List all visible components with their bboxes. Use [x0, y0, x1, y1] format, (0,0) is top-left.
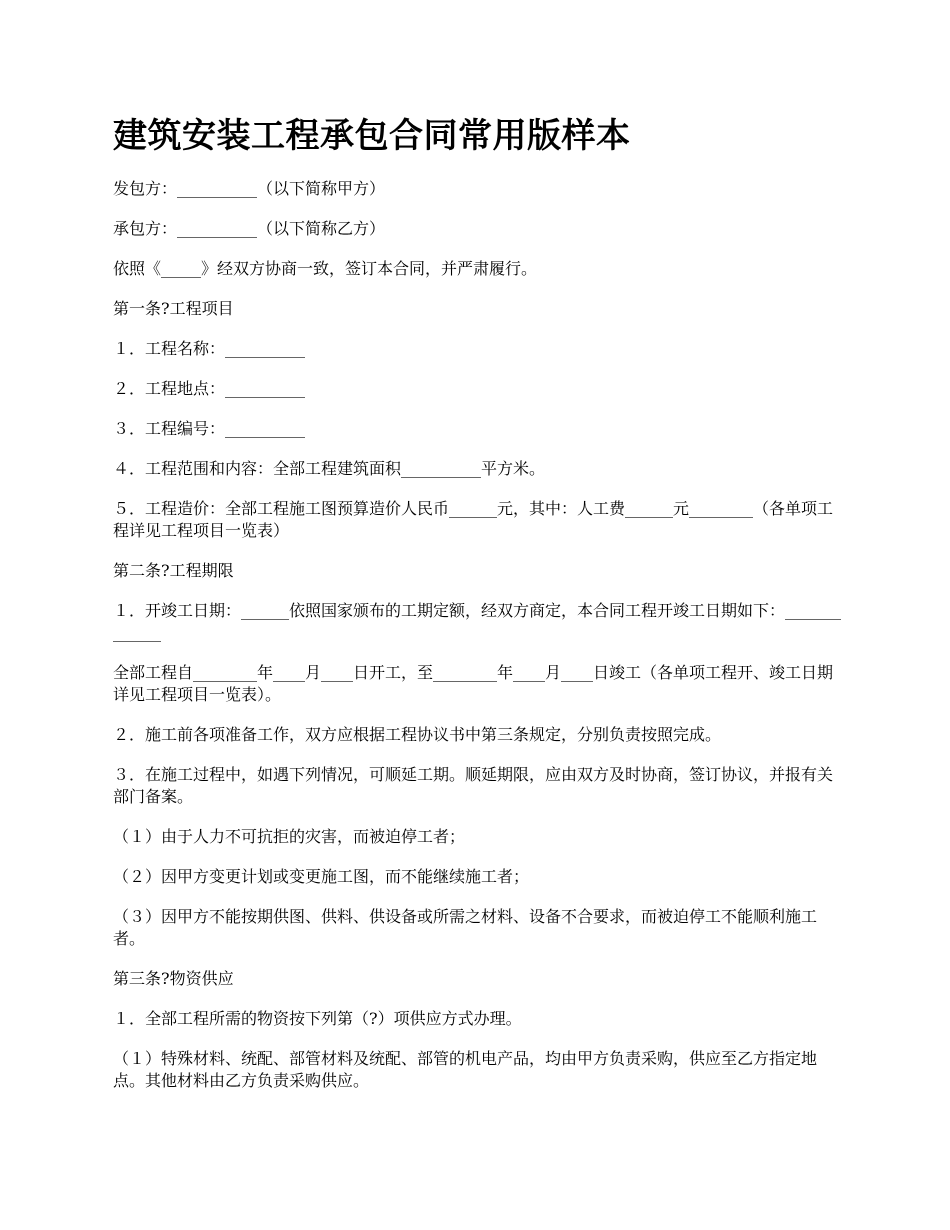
paragraph-extension: ３．在施工过程中，如遇下列情况，可顺延工期。顺延期限，应由双方及时协商，签订协议，并报有关部门备案。	[113, 765, 834, 806]
list-item-plan-change: （２）因甲方变更计划或变更施工图，而不能继续施工者；	[113, 867, 530, 886]
paragraph-project-number: ３．工程编号：__________	[113, 419, 306, 438]
paragraph-party-b: 承包方：__________（以下简称乙方）	[113, 219, 386, 238]
paragraph-project-name: １．工程名称：__________	[113, 339, 306, 358]
paragraph-material-supply: １．全部工程所需的物资按下列第（?）项供应方式办理。	[113, 1009, 522, 1028]
paragraph-project-scope: ４．工程范围和内容：全部工程建筑面积__________平方米。	[113, 459, 546, 478]
section-heading-1: 第一条?工程项目	[113, 299, 234, 318]
section-heading-2: 第二条?工程期限	[113, 561, 234, 580]
list-item-force-majeure: （１）由于人力不可抗拒的灾害，而被迫停工者；	[113, 827, 466, 846]
list-item-special-materials: （１）特殊材料、统配、部管材料及统配、部管的机电产品，均由甲方负责采购，供应至乙方指定地点。其他材料由乙方负责采购供应。	[113, 1049, 818, 1090]
paragraph-start-end-date: １．开竣工日期：______依照国家颁布的工期定额，经双方商定，本合同工程开竣工日期如下：_____________	[113, 601, 842, 642]
document-title: 建筑安装工程承包合同常用版样本	[113, 116, 631, 156]
paragraph-project-location: ２．工程地点：__________	[113, 379, 306, 398]
section-heading-3: 第三条?物资供应	[113, 969, 234, 988]
paragraph-party-a: 发包方：__________（以下简称甲方）	[113, 179, 386, 198]
paragraph-schedule: 全部工程自________年____月____日开工，至________年____月____日竣工（各单项工程开、竣工日期详见工程项目一览表）。	[113, 663, 834, 704]
paragraph-basis: 依照《_____》经双方协商一致，签订本合同，并严肃履行。	[113, 259, 538, 278]
paragraph-preparation: ２．施工前各项准备工作，双方应根据工程协议书中第三条规定，分别负责按照完成。	[113, 725, 722, 744]
paragraph-project-cost: ５．工程造价：全部工程施工图预算造价人民币______元，其中：人工费______元________（各单项工程详见工程项目一览表）	[113, 499, 834, 540]
list-item-supply-delay: （３）因甲方不能按期供图、供料、供设备或所需之材料、设备不合要求，而被迫停工不能顺利施工者。	[113, 907, 818, 948]
